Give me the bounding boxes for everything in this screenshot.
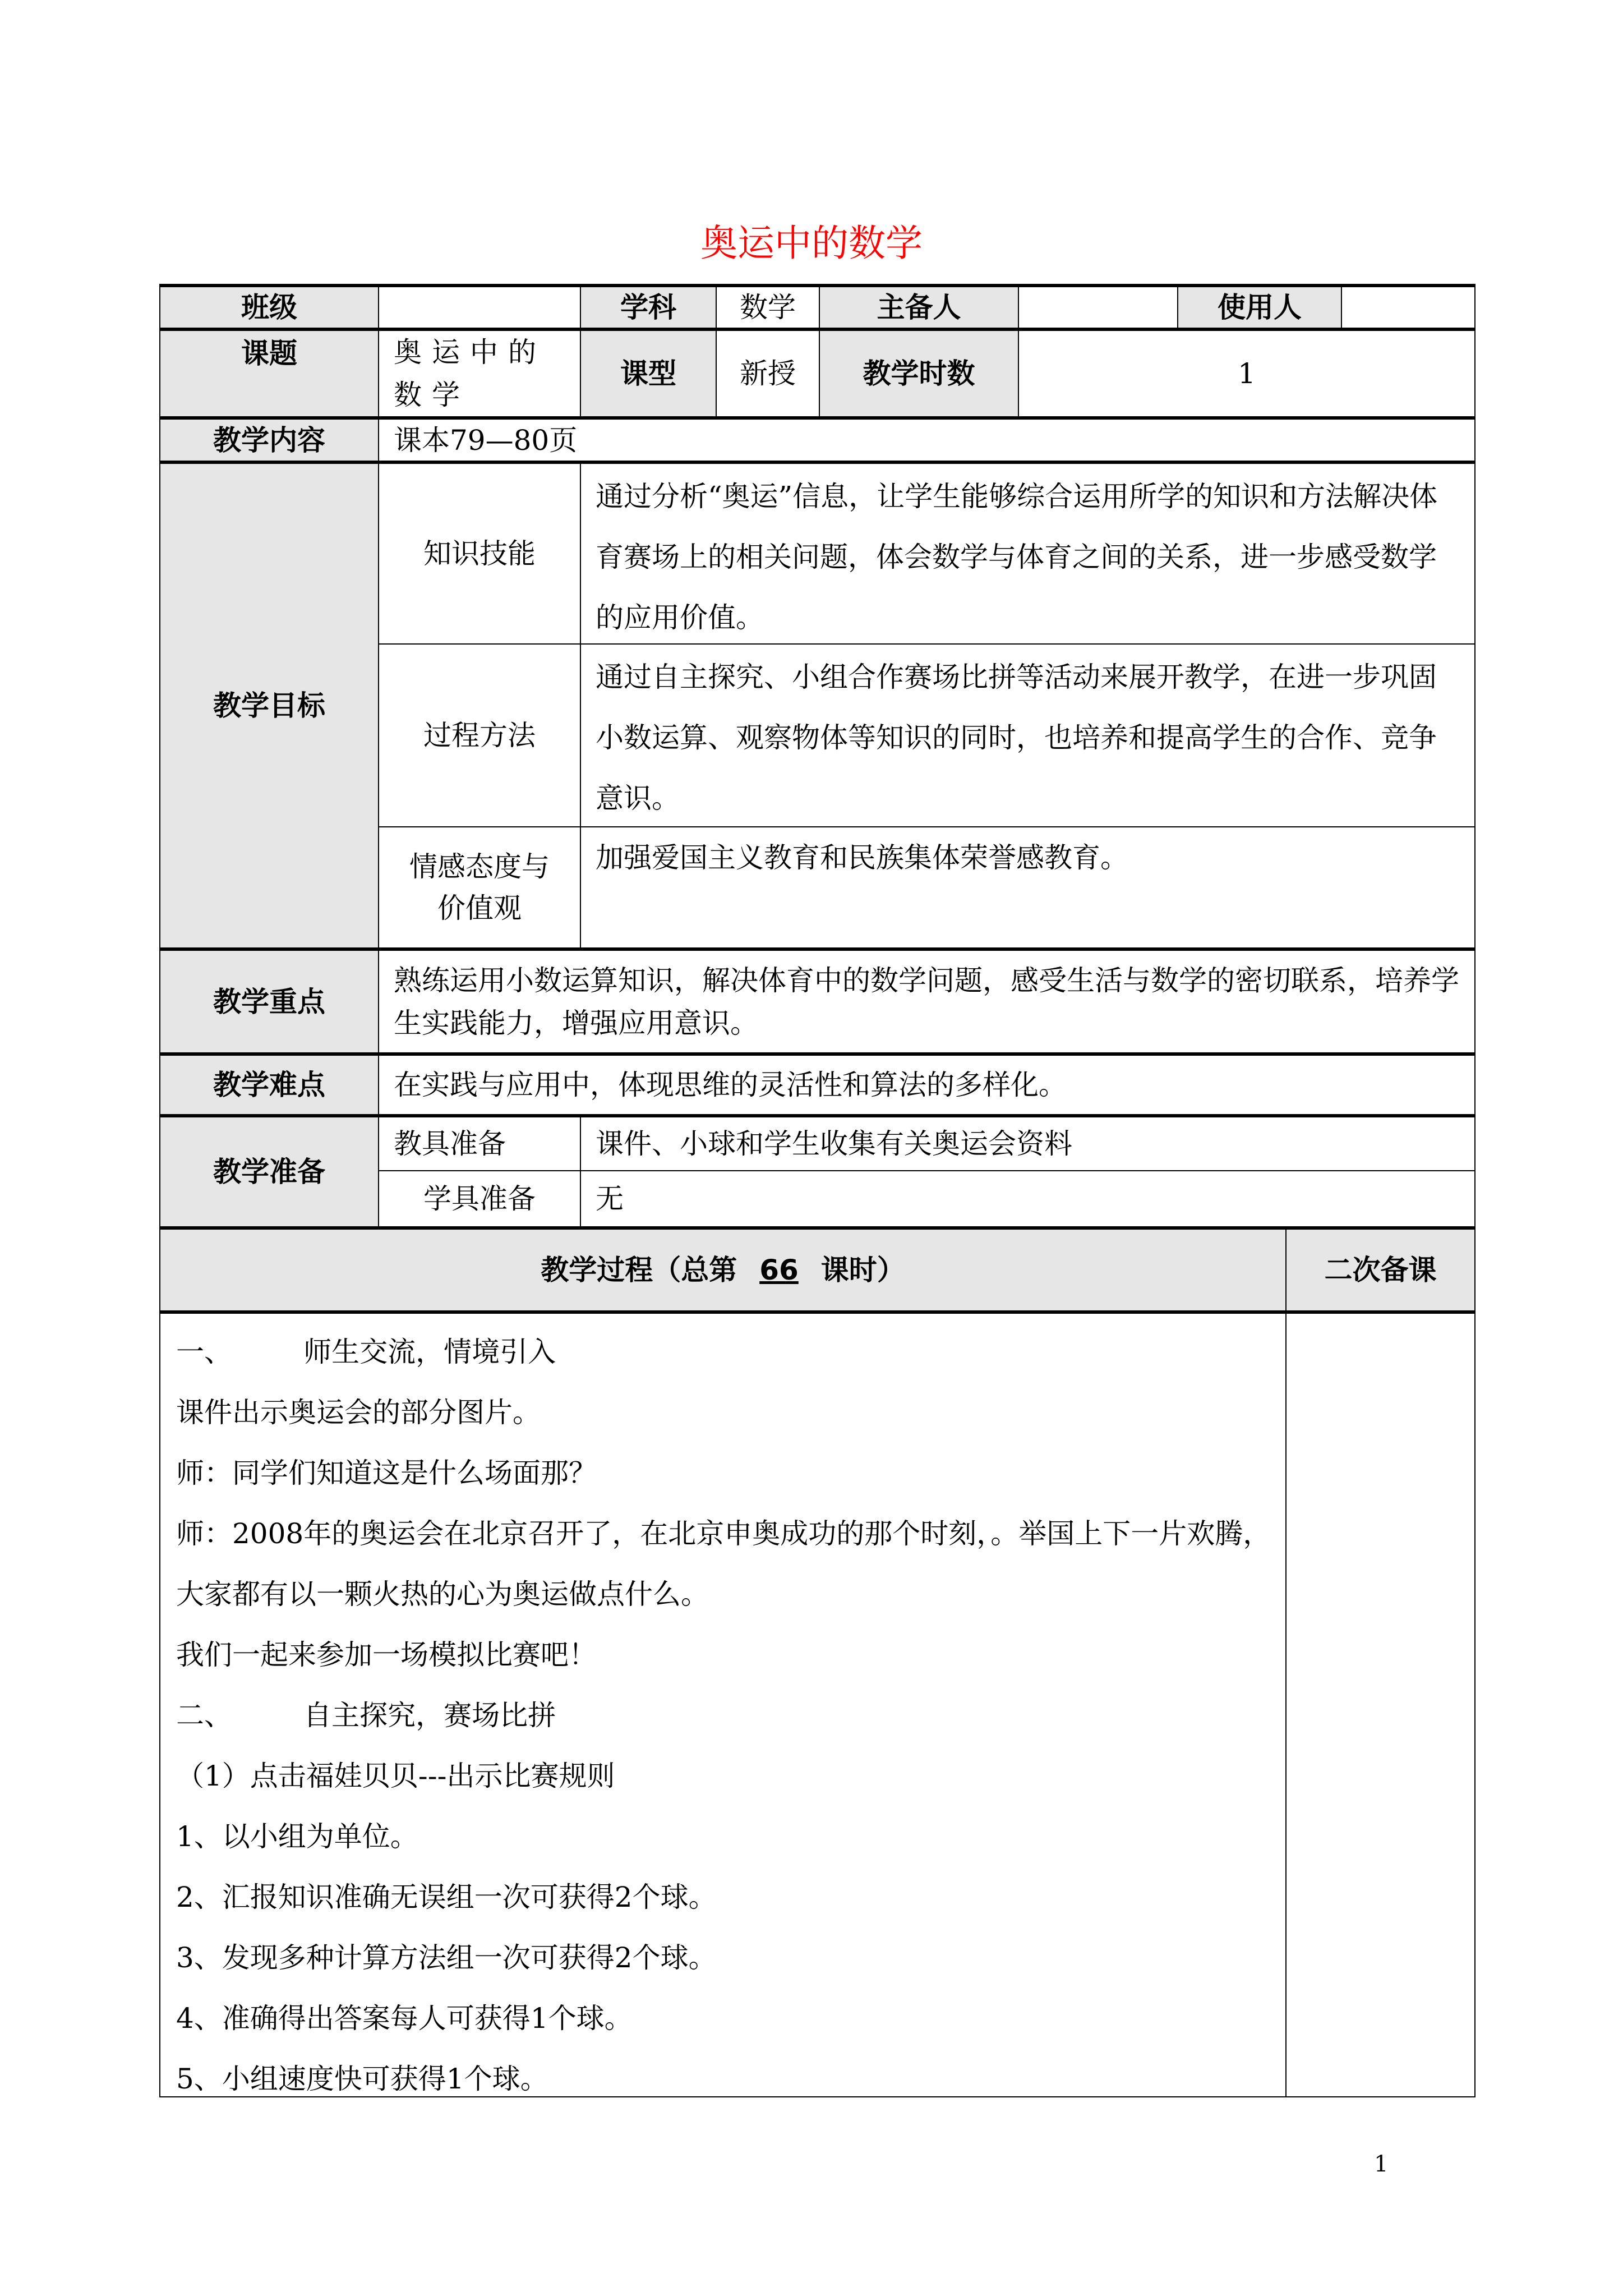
topic-value: 奥运中的数学 <box>378 328 581 417</box>
process-line: 我们一起来参加一场模拟比赛吧！ <box>176 1639 597 1671</box>
teacher-tools-value: 课件、小球和学生收集有关奥运会资料 <box>580 1114 1476 1171</box>
topic-label: 课题 <box>159 328 379 417</box>
difficult-points-text: 在实践与应用中，体现思维的灵活性和算法的多样化。 <box>378 1052 1476 1115</box>
process-line: 4、准确得出答案每人可获得1个球。 <box>176 2002 633 2035</box>
subject-value: 数学 <box>716 284 820 329</box>
type-label: 课型 <box>580 328 717 417</box>
second-prep-column <box>1285 1310 1476 2097</box>
process-line: 5、小组速度快可获得1个球。 <box>176 2063 548 2095</box>
difficult-points-label: 教学难点 <box>159 1052 379 1115</box>
objectives-label: 教学目标 <box>159 461 379 949</box>
class-value <box>378 284 581 329</box>
content-value: 课本79—80页 <box>378 416 1476 462</box>
objective-attitude-text: 加强爱国主义教育和民族集体荣誉感教育。 <box>580 826 1476 949</box>
process-line: 3、发现多种计算方法组一次可获得2个球。 <box>176 1941 717 1974</box>
process-body <box>159 1310 1287 2097</box>
student-tools-label: 学具准备 <box>378 1170 581 1227</box>
hours-label: 教学时数 <box>819 328 1019 417</box>
process-line: 2、汇报知识准确无误组一次可获得2个球。 <box>176 1881 717 1913</box>
page-number: 1 <box>1374 2151 1389 2177</box>
process-line: 一、 师生交流，情境引入 <box>176 1336 556 1368</box>
key-points-label: 教学重点 <box>159 947 379 1053</box>
objective-attitude-label: 情感态度与价值观 <box>378 826 581 949</box>
process-title-pre: 教学过程（总第 <box>541 1254 737 1286</box>
process-line: 二、 自主探究，赛场比拼 <box>176 1699 556 1732</box>
user-label: 使用人 <box>1177 284 1342 329</box>
preparer-value <box>1018 284 1178 329</box>
process-line: 师：同学们知道这是什么场面那？ <box>176 1457 597 1489</box>
user-value <box>1341 284 1476 329</box>
type-value: 新授 <box>716 328 820 417</box>
objective-knowledge-label: 知识技能 <box>378 461 581 645</box>
class-label: 班级 <box>159 284 379 329</box>
preparation-label: 教学准备 <box>159 1114 379 1227</box>
second-prep-label: 二次备课 <box>1285 1226 1476 1312</box>
objective-knowledge-text: 通过分析“奥运”信息，让学生能够综合运用所学的知识和方法解决体育赛场上的相关问题，体会数学与体育之间的关系，进一步感受数学的应用价值。 <box>580 461 1476 645</box>
process-line: 大家都有以一颗火热的心为奥运做点什么。 <box>176 1578 709 1611</box>
preparer-label: 主备人 <box>819 284 1019 329</box>
process-line: 1、以小组为单位。 <box>176 1820 418 1853</box>
student-tools-value: 无 <box>580 1170 1476 1227</box>
teacher-tools-label: 教具准备 <box>378 1114 581 1171</box>
objective-process-label: 过程方法 <box>378 643 581 827</box>
content-label: 教学内容 <box>159 416 379 462</box>
lesson-number: 66 <box>759 1254 799 1286</box>
process-line: 课件出示奥运会的部分图片。 <box>176 1396 541 1429</box>
process-line: 师：2008年的奥运会在北京召开了，在北京申奥成功的那个时刻，。举国上下一片欢腾， <box>176 1517 1271 1550</box>
process-line: （1）点击福娃贝贝---出示比赛规则 <box>176 1760 615 1792</box>
document-title: 奥运中的数学 <box>700 222 923 265</box>
hours-value: 1 <box>1018 328 1476 417</box>
subject-label: 学科 <box>580 284 717 329</box>
process-title-post: 课时） <box>820 1254 905 1286</box>
process-title <box>159 1226 1287 1312</box>
key-points-text: 熟练运用小数运算知识，解决体育中的数学问题，感受生活与数学的密切联系，培养学生实践能力，增强应用意识。 <box>378 947 1476 1053</box>
objective-process-text: 通过自主探究、小组合作赛场比拼等活动来展开教学，在进一步巩固小数运算、观察物体等知识的同时，也培养和提高学生的合作、竞争意识。 <box>580 643 1476 827</box>
